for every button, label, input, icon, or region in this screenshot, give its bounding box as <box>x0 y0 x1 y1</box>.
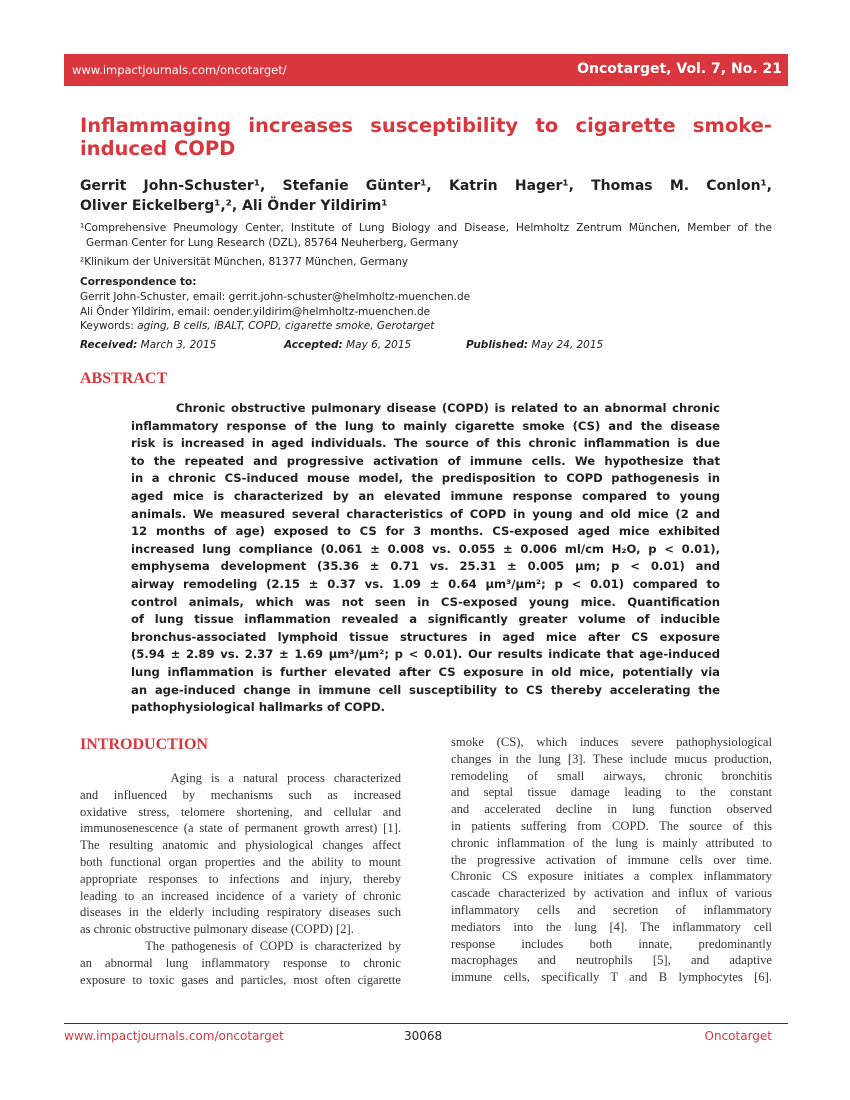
author-list <box>80 176 772 216</box>
text-line: emphysema development (35.36 ± 0.71 vs. 25.31 ± 0.005 µm; p < 0.01) and <box>131 559 720 574</box>
text-line: cascade characterized by activation and influx of various <box>451 886 772 901</box>
footer-journal: Oncotarget <box>704 1029 772 1043</box>
text-line: as chronic obstructive pulmonary disease (COPD) [2]. <box>80 922 354 937</box>
text-line: (5.94 ± 2.89 vs. 2.37 ± 1.69 µm³/µm²; p < 0.01). Our results indicate that age-induced <box>131 647 720 662</box>
text-line: oxidative stress, telomere shortening, and cellular and <box>80 804 401 819</box>
text-line: the progressive activation of immune cells over time. <box>451 852 772 867</box>
text-line: control animals, which was not seen in CS-exposed young mice. Quantification <box>131 594 720 609</box>
text-line: changes in the lung [3]. These include mucus production, <box>451 751 772 766</box>
keywords-label: Keywords: <box>80 320 134 332</box>
journal-volume: Oncotarget, Vol. 7, No. 21 <box>577 61 782 77</box>
text-line: inflammatory response of the lung to mainly cigarette smoke (CS) and the disease <box>131 418 720 433</box>
abstract-body <box>131 400 720 717</box>
journal-header-bar <box>64 54 788 86</box>
journal-url-link[interactable]: www.impactjournals.com/oncotarget/ <box>72 63 287 77</box>
text-line: leading to an increased incidence of a variety of chronic <box>80 888 401 903</box>
text-line: airway remodeling (2.15 ± 0.37 vs. 1.09 ± 0.64 µm³/µm²; p < 0.01) compared to <box>131 576 720 591</box>
text-line: an abnormal lung inflammatory response to chronic <box>80 955 401 970</box>
text-line: immunosenescence (a state of permanent growth arrest) [1]. <box>80 821 401 836</box>
keywords-value: aging, B cells, iBALT, COPD, cigarette smoke, Gerotarget <box>137 320 435 332</box>
text-line: immune cells, specifically T and B lymphocytes [6]. <box>451 970 772 985</box>
text-line: increased lung compliance (0.061 ± 0.008 vs. 0.055 ± 0.006 ml/cm H₂O, p < 0.01), <box>131 541 720 556</box>
article-title <box>80 114 772 160</box>
correspondence <box>80 275 772 320</box>
text-line: macrophages and neutrophils [5], and adaptive <box>451 953 772 968</box>
correspondence-line: Ali Önder Yildirim, email: oender.yildirim@helmholtz-muenchen.de <box>80 306 431 318</box>
authors-line: Gerrit John-Schuster¹, Stefanie Günter¹, Katrin Hager¹, Thomas M. Conlon¹, <box>80 178 772 194</box>
affiliation-1 <box>80 221 772 251</box>
text-line: mediators into the lung [4]. The inflammatory cell <box>451 919 772 934</box>
text-line: to the repeated and progressive activation of immune cells. We hypothesize that <box>131 453 720 468</box>
text-line: lung inflammation is further elevated after CS exposure in old mice, potentially via <box>131 664 720 679</box>
affiliation-2: ²Klinikum der Universität München, 81377 München, Germany <box>80 256 409 268</box>
text-line: Chronic obstructive pulmonary disease (COPD) is related to an abnormal chronic <box>131 401 720 415</box>
text-line: Chronic CS exposure initiates a complex inflammatory <box>451 869 772 884</box>
correspondence-line: Gerrit John-Schuster, email: gerrit.john-schuster@helmholtz-muenchen.de <box>80 291 471 303</box>
text-line: and influenced by mechanisms such as increased <box>80 787 401 802</box>
published-label: Published: <box>466 339 529 351</box>
text-line: and septal tissue damage leading to the constant <box>451 785 772 800</box>
text-line: remodeling of small airways, chronic bronchitis <box>451 768 772 783</box>
intro-right-column <box>451 734 772 986</box>
text-line: both functional organ properties and the ability to mount <box>80 854 401 869</box>
text-line: The resulting anatomic and physiological changes affect <box>80 838 401 853</box>
affiliation-line: ¹Comprehensive Pneumology Center, Institute of Lung Biology and Disease, Helmholtz Zentrum München, Member of the <box>80 222 772 234</box>
title-line: Inflammaging increases susceptibility to cigarette smoke- <box>80 114 772 137</box>
accepted-date: May 6, 2015 <box>346 339 412 351</box>
text-line: bronchus-associated lymphoid tissue structures in aged mice after CS exposure <box>131 629 720 644</box>
text-line: in patients suffering from COPD. The source of this <box>451 818 772 833</box>
page-number: 30068 <box>404 1029 443 1043</box>
text-line: response includes both innate, predominantly <box>451 936 772 951</box>
correspondence-label: Correspondence to: <box>80 276 197 288</box>
abstract-heading: ABSTRACT <box>80 370 168 387</box>
text-line: of lung tissue inflammation revealed a significantly greater volume of inducible <box>131 612 720 627</box>
accepted-label: Accepted: <box>284 339 343 351</box>
published-date: May 24, 2015 <box>531 339 604 351</box>
affiliation-line: German Center for Lung Research (DZL), 85764 Neuherberg, Germany <box>86 237 459 249</box>
title-line: induced COPD <box>80 137 236 160</box>
text-line: animals. We measured several characteristics of COPD in young and old mice (2 and <box>131 506 720 521</box>
text-line: diseases in the elderly including respiratory diseases such <box>80 905 401 920</box>
text-line: aged mice is characterized by an elevated immune response compared to young <box>131 488 720 503</box>
text-line: chronic inflammation of the lung is mainly attributed to <box>451 835 772 850</box>
footer-url-link[interactable]: www.impactjournals.com/oncotarget <box>64 1029 284 1043</box>
text-line: an age-induced change in immune cell susceptibility to CS thereby accelerating the <box>131 682 720 697</box>
intro-left-column <box>80 770 401 988</box>
received-label: Received: <box>80 339 138 351</box>
text-line: inflammatory cells and secretion of inflammatory <box>451 902 772 917</box>
text-line: pathophysiological hallmarks of COPD. <box>131 700 385 715</box>
introduction-heading: INTRODUCTION <box>80 736 209 753</box>
received-date: March 3, 2015 <box>140 339 217 351</box>
text-line: The pathogenesis of COPD is characterized by <box>80 938 401 953</box>
text-line: Aging is a natural process characterized <box>80 771 401 785</box>
text-line: 12 months of age) exposed to CS for 3 months. CS-exposed aged mice exhibited <box>131 524 720 539</box>
text-line: smoke (CS), which induces severe pathophysiological <box>451 735 772 749</box>
text-line: risk is increased in aged individuals. The source of this chronic inflammation is due <box>131 436 720 451</box>
text-line: in a chronic CS-induced mouse model, the predisposition to COPD pathogenesis in <box>131 471 720 486</box>
page-footer <box>64 1023 788 1043</box>
keywords <box>80 319 772 334</box>
text-line: and accelerated decline in lung function observed <box>451 802 772 817</box>
authors-line: Oliver Eickelberg¹,², Ali Önder Yildirim¹ <box>80 198 388 214</box>
text-line: appropriate responses to infections and injury, thereby <box>80 871 401 886</box>
text-line: exposure to toxic gases and particles, most often cigarette <box>80 972 401 987</box>
